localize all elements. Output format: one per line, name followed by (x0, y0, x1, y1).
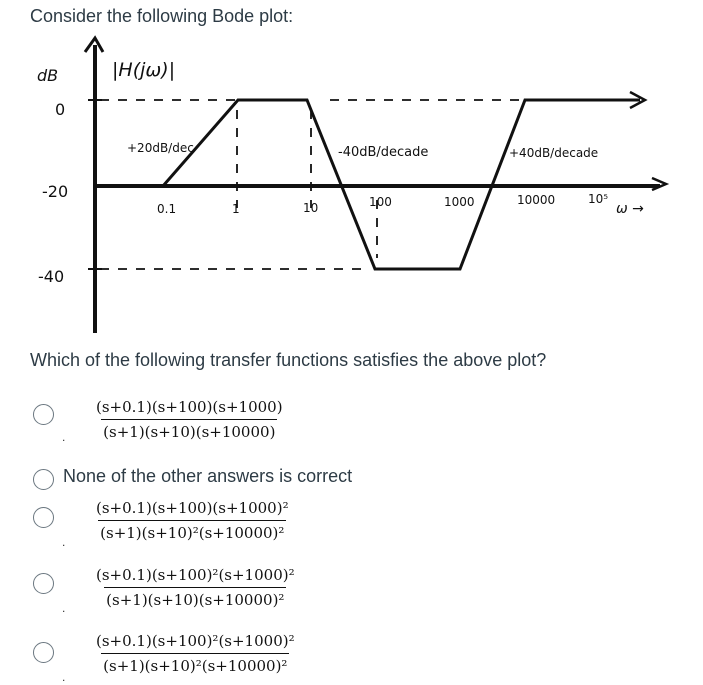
x-tick-10: 10 (303, 201, 319, 215)
option-3-numerator: (s+0.1)(s+100)(s+1000)² (96, 499, 289, 517)
y-tick-neg20: -20 (42, 182, 69, 201)
y-axis-label: |H(jω)| (112, 59, 176, 81)
option-3-fraction (94, 499, 291, 542)
x-tick-0.1: 0.1 (157, 202, 177, 216)
option-1-fraction (94, 398, 285, 441)
x-axis-label: ω → (616, 201, 644, 217)
y-tick-neg40: -40 (38, 267, 65, 286)
option-1-radio[interactable] (33, 404, 54, 425)
option-1-denominator: (s+1)(s+10)(s+10000) (101, 419, 277, 441)
option-4-fraction (94, 566, 297, 609)
option-3-denominator: (s+1)(s+10)²(s+10000)² (98, 520, 286, 542)
x-tick-100: 100 (369, 195, 392, 209)
x-tick-1e5: 10⁵ (588, 192, 609, 206)
option-2-text: None of the other answers is correct (63, 466, 353, 486)
option-4-denominator: (s+1)(s+10)(s+10000)² (104, 587, 286, 609)
option-5-denominator: (s+1)(s+10)²(s+10000)² (101, 653, 289, 675)
y-unit-label: dB (37, 66, 59, 85)
option-4-numerator: (s+0.1)(s+100)²(s+1000)² (96, 566, 295, 584)
question-intro: Consider the following Bode plot: (30, 6, 294, 26)
y-tick-0: 0 (55, 100, 66, 119)
option-5-numerator: (s+0.1)(s+100)²(s+1000)² (96, 632, 295, 650)
x-tick-1000: 1000 (444, 195, 475, 209)
option-3-radio[interactable] (33, 507, 54, 528)
option-5-radio[interactable] (33, 642, 54, 663)
option-1-numerator: (s+0.1)(s+100)(s+1000) (96, 398, 283, 416)
bode-plot (0, 30, 703, 340)
slope-label-minus40: -40dB/decade (338, 145, 429, 160)
x-tick-1: 1 (232, 202, 240, 216)
option-2-radio[interactable] (33, 469, 54, 490)
option-4-radio[interactable] (33, 573, 54, 594)
option-5-fraction (94, 632, 297, 675)
slope-label-plus20: +20dB/dec (127, 141, 194, 155)
slope-label-plus40: +40dB/decade (509, 146, 599, 160)
x-tick-10000: 10000 (517, 193, 556, 207)
question-text: Which of the following transfer functions satisfies the above plot? (30, 350, 547, 370)
